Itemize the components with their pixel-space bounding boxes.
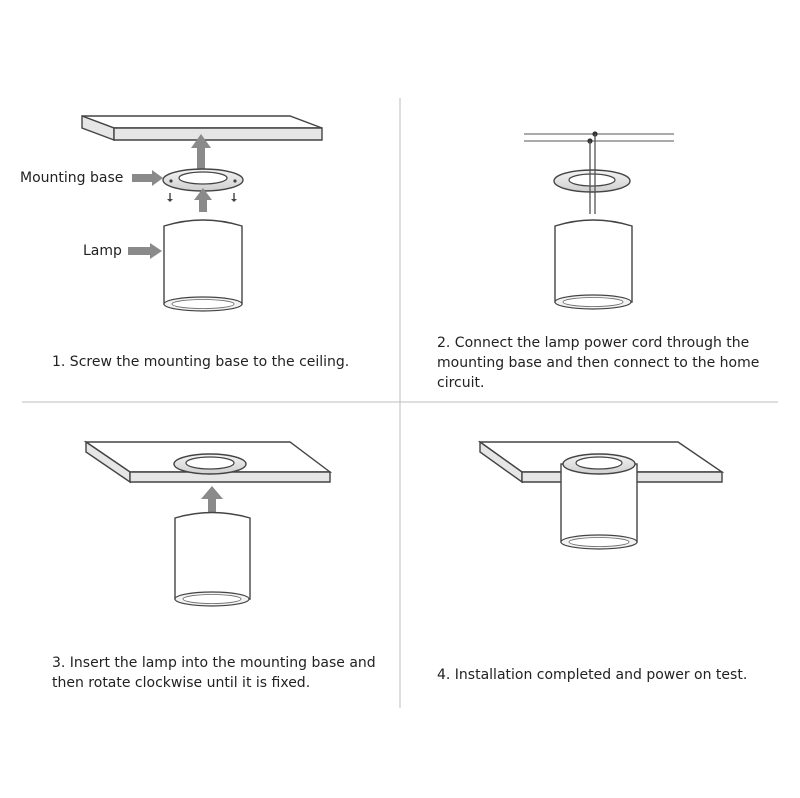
step-1-caption: 1. Screw the mounting base to the ceiling. [52,354,350,370]
up-arrow-icon [201,486,223,516]
step-3-illustration [86,442,330,606]
lamp [164,220,242,311]
screw-icon [231,193,237,202]
right-arrow-icon [132,170,163,186]
lamp-label: Lamp [83,243,122,259]
installed-lamp [561,454,637,549]
step-3-caption: 3. Insert the lamp into the mounting base and then rotate clockwise until it is fixed. [52,655,376,691]
mounting-base [163,169,243,191]
step-4-illustration [480,442,722,549]
step-4-caption: 4. Installation completed and power on test. [437,667,748,683]
home-circuit-wires [524,131,674,143]
mounting-base [554,170,630,192]
lamp [175,513,250,607]
mounting-base [174,454,246,474]
lamp [555,220,632,309]
step-1-illustration [82,116,322,311]
up-arrow-icon [194,188,212,212]
step-2-caption: 2. Connect the lamp power cord through the mounting base and then connect to the home circuit. [437,335,760,391]
mounting-base-label: Mounting base [20,170,124,186]
right-arrow-icon [128,243,162,259]
step-2-illustration [524,131,674,309]
screw-icon [167,193,173,202]
